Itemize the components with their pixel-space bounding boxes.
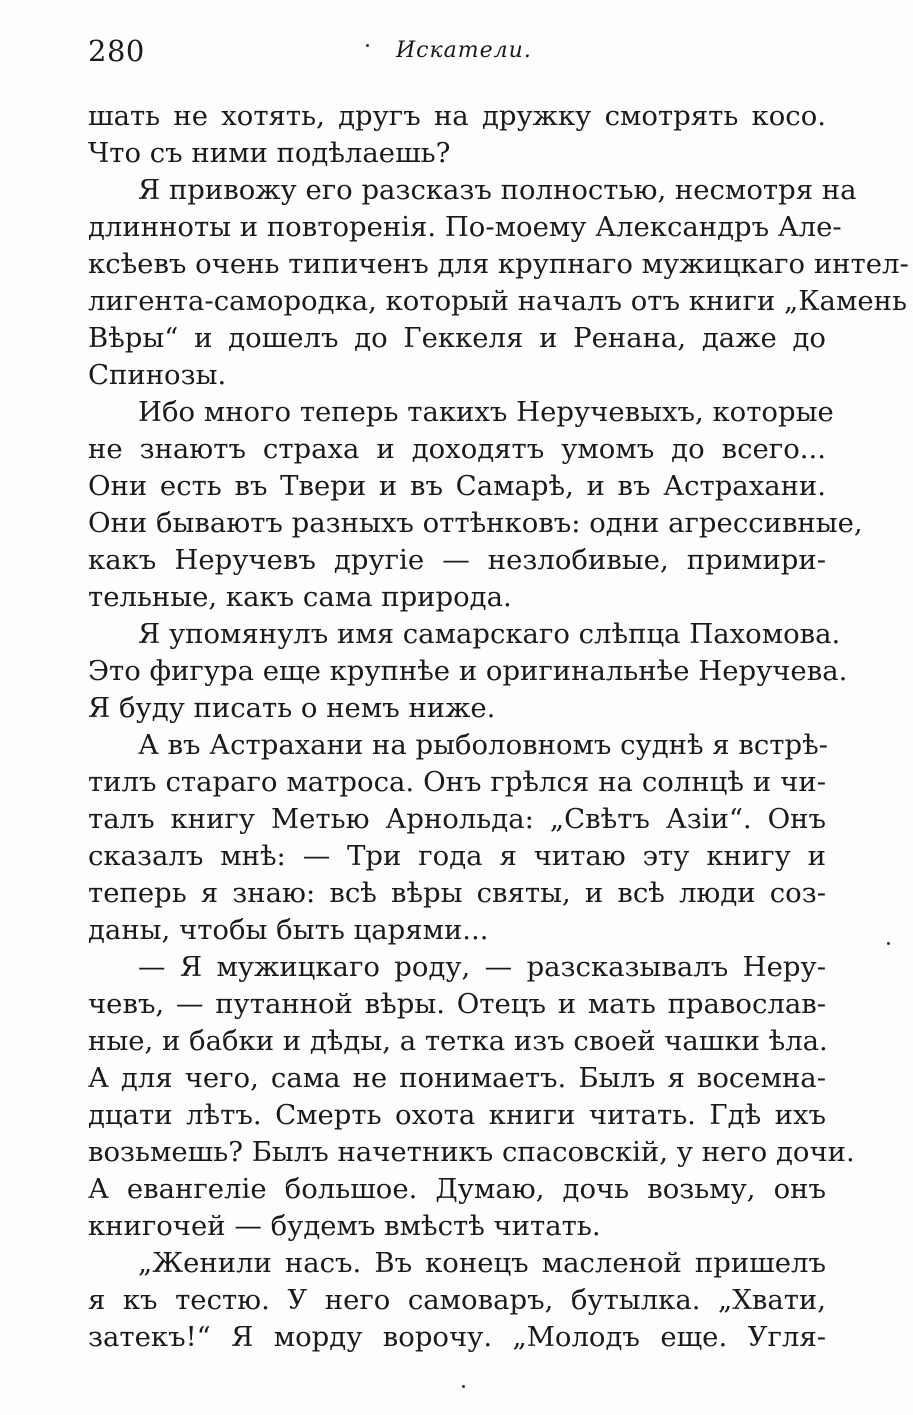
text-line: Я привожу его разсказъ полностью, несмотря на [138,174,857,206]
text-line: талъ книгу Метью Арнольда: „Свѣтъ Азіи“. Онъ [88,803,826,835]
text-line: какъ Неручевъ другіе — незлобивые, примири- [88,544,826,576]
text-line: лигента-самородка, который началъ отъ книги „Камень [88,285,907,317]
text-line: ксѣевъ очень типиченъ для крупнаго мужицкаго интел- [88,248,909,280]
print-speck [462,1385,465,1388]
running-title: Искатели. [396,38,532,63]
text-line: даны, чтобы быть царями... [88,914,489,946]
text-line: А евангеліе большое. Думаю, дочь возьму, онъ [88,1173,826,1205]
page-number: 280 [88,34,145,68]
text-line: книгочей — будемъ вмѣстѣ читать. [88,1210,601,1242]
text-line: Они есть въ Твери и въ Самарѣ, и въ Астрахани. [88,470,826,502]
text-line: тилъ стараго матроса. Онъ грѣлся на солнцѣ и чи- [88,766,826,798]
text-line: тельные, какъ сама природа. [88,581,512,613]
text-line: теперь я знаю: всѣ вѣры святы, и всѣ люди соз- [88,877,826,909]
text-line: Я буду писать о немъ ниже. [88,692,496,724]
text-line: возьмешь? Былъ начетникъ спасовскій, у него дочи. [88,1136,855,1168]
body-text [88,98,909,1356]
print-speck [366,44,369,47]
text-line: дцати лѣтъ. Смерть охота книги читать. Гдѣ ихъ [88,1099,826,1131]
text-line: „Женили насъ. Въ конецъ масленой пришелъ [138,1247,826,1279]
text-line: Вѣры“ и дошелъ до Геккеля и Ренана, даже до [88,322,826,354]
text-line: не знаютъ страха и доходятъ умомъ до всего... [88,433,826,465]
text-line: — Я мужицкаго роду, — разсказывалъ Неру- [138,951,826,983]
text-line: А для чего, сама не понимаетъ. Былъ я восемна- [88,1062,826,1094]
text-line: длинноты и повторенія. По-моему Александръ Але- [88,211,842,243]
text-line: Что съ ними подѣлаешь? [88,137,451,169]
text-line: затекъ!“ Я морду ворочу. „Молодъ еще. Угля- [88,1321,826,1353]
page-header [88,34,828,74]
text-line: чевъ, — путанной вѣры. Отецъ и мать православ- [88,988,826,1020]
text-line: я къ тестю. У него самоваръ, бутылка. „Хвати, [88,1284,826,1316]
text-line: Это фигура еще крупнѣе и оригинальнѣе Неручева. [88,655,848,687]
text-line: сказалъ мнѣ: — Три года я читаю эту книгу и [88,840,826,872]
text-line: ные, и бабки и дѣды, а тетка изъ своей чашки ѣла. [88,1025,828,1057]
text-line: Я упомянулъ имя самарскаго слѣпца Пахомова. [138,618,841,650]
text-line: Они бываютъ разныхъ оттѣнковъ: одни агрессивные, [88,507,863,539]
print-speck [887,942,890,945]
text-line: Ибо много теперь такихъ Неручевыхъ, которые [138,396,834,428]
text-line: шать не хотять, другъ на дружку смотрять косо. [88,100,826,132]
text-line: Спинозы. [88,359,227,391]
text-line: А въ Астрахани на рыболовномъ суднѣ я встрѣ- [138,729,828,761]
